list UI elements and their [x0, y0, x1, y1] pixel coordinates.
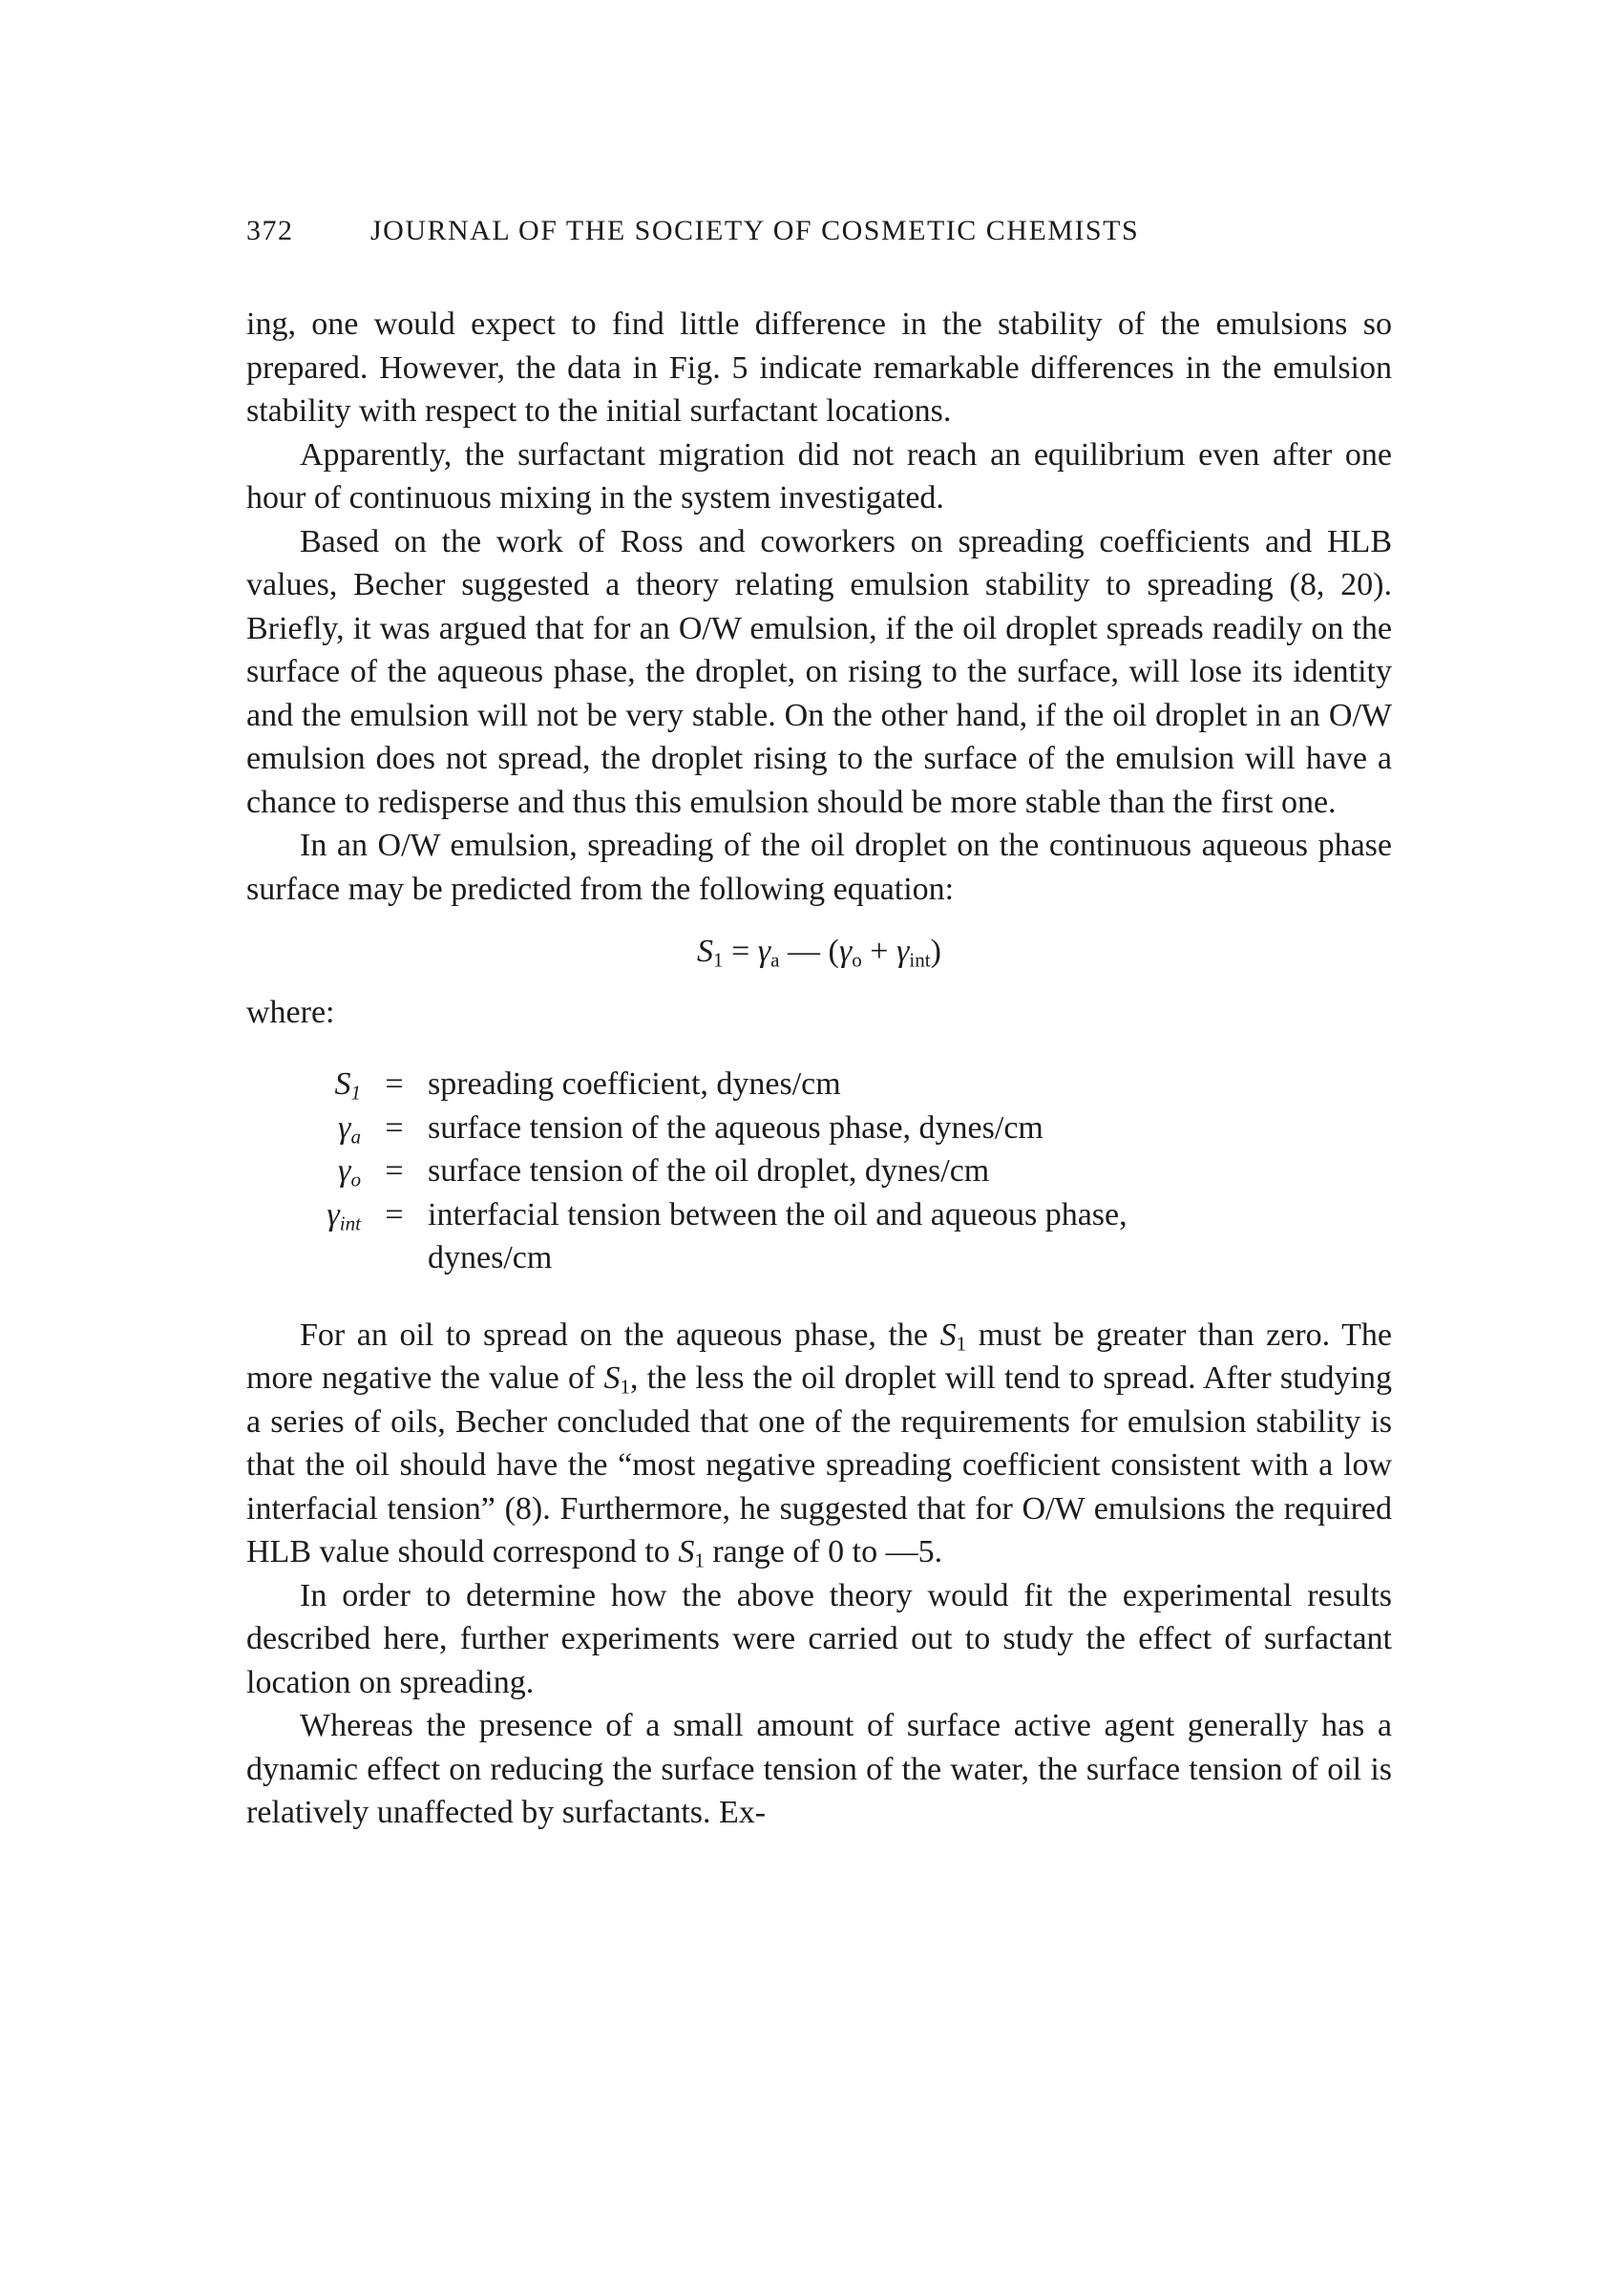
journal-title: JOURNAL OF THE SOCIETY OF COSMETIC CHEMISTS: [370, 215, 1140, 246]
definition-row: [294, 1236, 1392, 1280]
eq-minus: — (: [779, 934, 839, 969]
where-label: where:: [246, 994, 335, 1030]
def-equals: =: [385, 1109, 404, 1146]
def-symbol: $\gamma_a$: [338, 1109, 361, 1148]
paragraph: Apparently, the surfactant migration did not reach an equilibrium even after one hour of continuous mixing in the system investigated.: [246, 436, 1392, 516]
definition-row: [294, 1106, 1392, 1150]
eq-sub-int: int: [909, 948, 931, 972]
paragraph: Based on the work of Ross and coworkers on spreading coefficients and HLB values, Becher suggested a theory relating emulsion stability to spreading (8, 20). Briefly, it was argued that for an O/W emulsion, if the oil droplet spreads readily on the surface of the aqueous phase, the droplet, on rising to the surface, will lose its identity and the emulsion will not be very stable. On the other hand, if the oil droplet in an O/W emulsion does not spread, the droplet rising to the surface of the emulsion will have a chance to redisperse and thus this emulsion should be more stable than the first one.: [246, 523, 1392, 820]
eq-equals: =: [723, 934, 758, 969]
eq-gamma-int: γ: [896, 934, 910, 969]
paragraph: For an oil to spread on the aqueous phase, the $S_1$ must be greater than zero. The more negative the value of $S_1$, the less the oil droplet will tend to spread. After studying a series of oils, Becher concluded that one of the requirements for emulsion stability is that the oil should have the “most negative spreading coefficient consistent with a low interfacial tension” (8). Furthermore, he suggested that for O/W emulsions the required HLB value should correspond to $S_1$ range of 0 to —5.: [246, 1317, 1393, 1572]
eq-plus: +: [861, 934, 896, 969]
page-number: 372: [246, 215, 294, 246]
def-text: interfacial tension between the oil and aqueous phase,: [428, 1196, 1128, 1232]
def-text: dynes/cm: [428, 1240, 553, 1275]
body-text: [246, 303, 1392, 1835]
paragraph: Whereas the presence of a small amount of surface active agent generally has a dynamic effect on reducing the surface tension of the water, the surface tension of oil is relatively unaffected by surfactants. Ex-: [246, 1708, 1392, 1830]
def-symbol: $\gamma_o$: [338, 1153, 361, 1191]
def-equals: =: [385, 1196, 404, 1232]
eq-close: ): [930, 934, 941, 969]
eq-gamma-a: γ: [757, 934, 771, 969]
paragraph: In an O/W emulsion, spreading of the oil droplet on the continuous aqueous phase surface may be predicted from the following equation:: [246, 828, 1392, 907]
def-text: surface tension of the oil droplet, dynes/cm: [428, 1153, 990, 1189]
definition-row: [294, 1149, 1392, 1193]
eq-s: S: [697, 934, 714, 969]
eq-sub-a: a: [770, 948, 780, 972]
running-header: [246, 215, 1392, 263]
paragraph: In order to determine how the above theory would fit the experimental results described here, further experiments were carried out to study the effect of surfactant location on spreading.: [246, 1577, 1392, 1700]
def-symbol: $S_1$: [334, 1066, 361, 1105]
eq-gamma-o: γ: [838, 934, 853, 969]
spreading-equation: [246, 930, 1392, 974]
eq-s-sub: 1: [713, 948, 724, 972]
eq-sub-o: o: [852, 948, 862, 972]
def-symbol: $\gamma_{int}$: [327, 1196, 361, 1234]
def-equals: =: [385, 1153, 404, 1189]
paragraph: ing, one would expect to find little difference in the stability of the emulsions so prepared. However, the data in Fig. 5 indicate remarkable differences in the emulsion stability with respect to the initial surfactant locations.: [246, 306, 1392, 429]
page: [246, 215, 1392, 1835]
definition-row: [294, 1193, 1392, 1237]
def-equals: =: [385, 1066, 404, 1102]
definitions-list: [294, 1063, 1392, 1280]
def-text: surface tension of the aqueous phase, dynes/cm: [428, 1109, 1043, 1146]
def-text: spreading coefficient, dynes/cm: [428, 1066, 841, 1102]
definition-row: [294, 1063, 1392, 1106]
